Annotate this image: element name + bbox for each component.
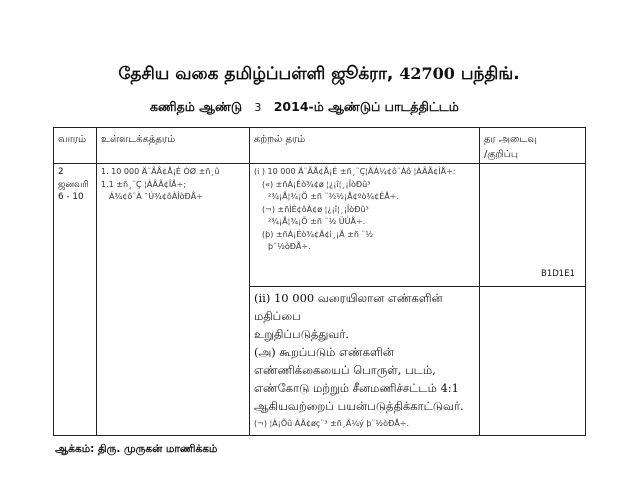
header-week: வாரம் <box>54 128 97 164</box>
content-line: 1. 10 000 Ä¨ÃÅ¢Å¡É ÓØ ±ñ¸û <box>101 167 220 176</box>
reference-cell <box>480 164 586 287</box>
learning-standard-cell <box>250 164 480 287</box>
header-performance-label: தர அடைவு <box>484 134 537 145</box>
learning-line: எண்ணிக்கையைப் பொருள், படம், <box>254 363 436 377</box>
learning-line: (¬) ¦À¡Õû ÀÄ¢øç¨³ ±ñ¸Ä¼ý þ¨½òÐÅ÷. <box>254 419 409 428</box>
content-standard-cell <box>97 164 250 436</box>
header-learning-standard: கற்றல் தரம் <box>250 128 480 164</box>
postcode: 42700 <box>399 64 455 83</box>
lesson-plan-table <box>53 127 586 436</box>
year-value: 3 <box>254 101 262 114</box>
town-name: பந்திங். <box>460 64 520 84</box>
table-row <box>54 164 586 287</box>
author-credit: ஆக்கம்: திரு. முருகன் மாணிக்கம் <box>55 443 218 455</box>
plan-title: 2014-ம் ஆண்டுப் பாடத்திட்டம் <box>273 99 459 114</box>
subtitle <box>150 99 570 116</box>
learning-line: þ¨½òÐÅ÷. <box>268 242 311 251</box>
week-cell <box>54 164 97 436</box>
learning-line: («) ±ñÁ¡Éò¾¢ø ¦¿¡î¦¸¡ÎòÐû³ <box>262 179 371 189</box>
header-performance <box>480 128 586 164</box>
week-dates: 6 - 10 <box>58 192 84 202</box>
learning-line: எண்கோடு மற்றும் சீனமணிச்சட்டம் 4:1 <box>254 381 459 395</box>
learning-line: ஆகியவற்றைப் பயன்படுத்திக்காட்டுவர். <box>254 399 464 413</box>
learning-line: (i ) 10 000 Ä¨ÃÅ¢Å¡É ±ñ¸¨Ç¦ÂÁ¼¢ô¨Àô ¦ÀÂÃ¢ÎÅ÷: <box>254 167 456 176</box>
week-month: ஜனவரி <box>58 179 89 190</box>
header-notes-label: /குறிப்பு <box>484 149 518 160</box>
empty-reference-cell <box>480 287 586 436</box>
learning-line: ²¾¡Å¦¾¡Õ ±ñ ¨½ ÜÚÅ÷. <box>268 217 366 226</box>
learning-line: (þ) ±ñÁ¡Éò¾¢Ä¢ì¸¡Ä ±ñ ¨½ <box>262 229 374 239</box>
subject-label: கணிதம் ஆண்டு <box>150 99 243 114</box>
content-line: Á¾¢ô¨À ¯Ú¾¢ôÀÎòÐÅ÷ <box>109 192 203 201</box>
table-header-row <box>54 128 586 164</box>
learning-line: உறுதிப்படுத்துவர். <box>254 327 349 341</box>
learning-line: ²¾¡Å¦¾¡Õ ±ñ ¨½½¡Å¢ºò¾¢ÉÅ÷. <box>268 192 400 201</box>
learning-line: (¬) ±ñÌÈ¢ôÀ¢ø ¦¿¡î¦¸¡ÎòÐû³ <box>262 204 369 214</box>
header-content-standard: உள்ளடக்கத்தரம் <box>97 128 250 164</box>
content-line: 1.1 ±ñ¸¨Ç ¦ÀÂÃ¢ÎÅ÷; <box>101 179 187 189</box>
learning-standard-cell-2 <box>250 287 480 436</box>
learning-line: (அ) கூறப்படும் எண்களின் <box>254 345 394 359</box>
reference-wrap <box>484 166 581 284</box>
week-number: 2 <box>58 167 64 177</box>
learning-line: (ii) 10 000 வரையிலான எண்களின் மதிப்பை <box>254 291 443 323</box>
page-title <box>0 64 638 86</box>
school-name: தேசிய வகை தமிழ்ப்பள்ளி ஜூக்ரா, <box>118 64 394 84</box>
reference-code: B1D1E1 <box>541 268 575 279</box>
